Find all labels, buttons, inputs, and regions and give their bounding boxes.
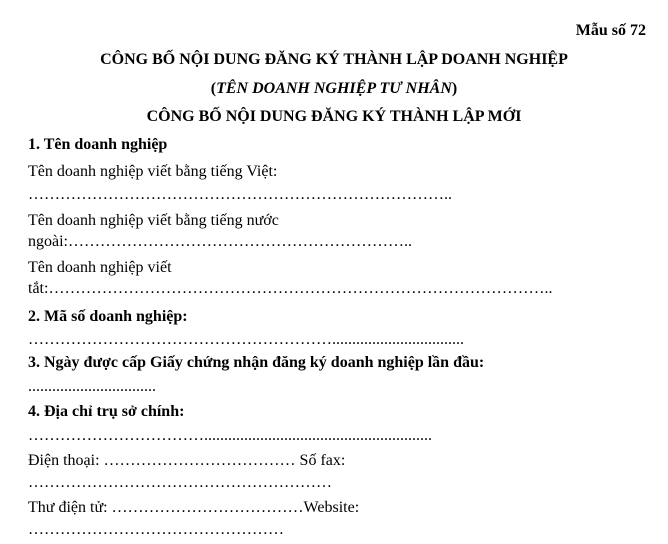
section-2-heading: 2. Mã số doanh nghiệp: — [28, 308, 188, 325]
foreign-name-label: Tên doanh nghiệp viết bằng tiếng nước — [28, 212, 279, 229]
foreign-name-field[interactable]: ngoài:……………………………………………………….. — [28, 233, 412, 250]
section-3-heading: 3. Ngày được cấp Giấy chứng nhận đăng ký doanh nghiệp lần đầu: — [28, 354, 485, 371]
form-number: Mẫu số 72 — [575, 22, 646, 39]
first-registration-date-field[interactable]: ................................ — [28, 378, 156, 395]
document-title: CÔNG BỐ NỘI DUNG ĐĂNG KÝ THÀNH LẬP DOANH NGHIỆP — [100, 51, 568, 68]
vn-name-label: Tên doanh nghiệp viết bằng tiếng Việt: — [28, 163, 278, 180]
announcement-title: CÔNG BỐ NỘI DUNG ĐĂNG KÝ THÀNH LẬP MỚI — [146, 108, 522, 125]
section-4-heading: 4. Địa chỉ trụ sở chính: — [28, 403, 185, 420]
section-1-heading: 1. Tên doanh nghiệp — [28, 136, 168, 153]
email-website-field[interactable]: Thư điện tử: ………………………………Website: — [28, 499, 360, 516]
phone-fax-field[interactable]: Điện thoại: ……………………………… Số fax: — [28, 452, 346, 469]
vn-name-field[interactable]: …………………………………………………………………….. — [28, 186, 452, 203]
enterprise-code-field[interactable]: …………………………………………………................................. — [28, 331, 464, 348]
subtitle-close-paren: ) — [451, 80, 458, 97]
website-field[interactable]: ………………………………………… — [28, 521, 284, 538]
short-name-label: Tên doanh nghiệp viết — [28, 259, 172, 276]
subtitle-enterprise-type: TÊN DOANH NGHIỆP TƯ NHÂN — [216, 80, 452, 97]
subtitle-open-paren: ( — [210, 80, 217, 97]
short-name-field[interactable]: tắt:………………………………………………………………………………….. — [28, 280, 553, 297]
fax-field[interactable]: ………………………………………………… — [28, 474, 332, 491]
document-subtitle — [0, 80, 668, 98]
address-field[interactable]: ……………………………......................................................... — [28, 427, 432, 444]
